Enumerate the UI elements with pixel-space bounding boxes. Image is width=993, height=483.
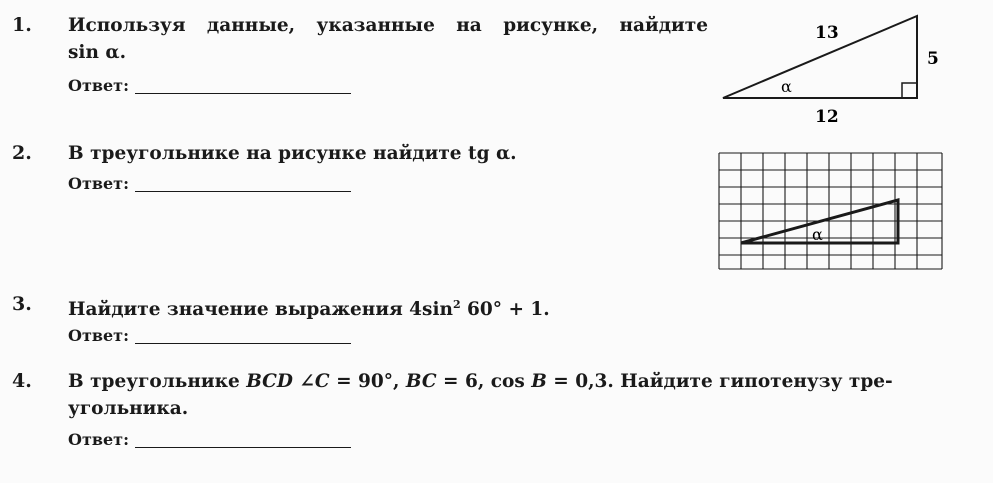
problem-4-number: 4. bbox=[12, 370, 32, 392]
problem-1-line2: sin α. bbox=[68, 42, 127, 63]
problem-2-text: В треугольнике на рисунке найдите tg α. bbox=[68, 143, 517, 164]
answer-label: Ответ: bbox=[68, 174, 129, 193]
problem-4-line1: В треугольнике BCD ∠C = 90°, BC = 6, cos B = 0,3. Найдите гипотенузу тре- bbox=[68, 371, 893, 392]
figure-right-triangle bbox=[715, 8, 955, 133]
answer-field[interactable] bbox=[135, 343, 351, 344]
answer-label: Ответ: bbox=[68, 326, 129, 345]
problem-3-exponent: 2 bbox=[452, 298, 461, 311]
hypotenuse-label: 13 bbox=[815, 23, 839, 43]
problem-1-answer bbox=[68, 76, 351, 95]
problem-3-text-suffix: 60° + 1. bbox=[460, 299, 550, 321]
problem-3-text bbox=[68, 291, 550, 323]
answer-label: Ответ: bbox=[68, 76, 129, 95]
problem-3-answer bbox=[68, 326, 351, 345]
problem-3-number: 3. bbox=[12, 293, 32, 315]
problem-1-number: 1. bbox=[12, 14, 32, 36]
problem-4-line2: угольника. bbox=[68, 398, 189, 419]
answer-label: Ответ: bbox=[68, 430, 129, 449]
angle-label: α bbox=[812, 225, 823, 244]
answer-field[interactable] bbox=[135, 191, 351, 192]
horizontal-leg-label: 12 bbox=[815, 107, 839, 127]
problem-4-answer bbox=[68, 430, 351, 449]
answer-field[interactable] bbox=[135, 93, 351, 94]
problem-3-text-prefix: Найдите значение выражения 4sin bbox=[68, 299, 453, 321]
problem-4-text bbox=[68, 368, 948, 422]
figure-grid-triangle bbox=[716, 150, 946, 272]
problem-2-answer bbox=[68, 174, 351, 193]
answer-field[interactable] bbox=[135, 447, 351, 448]
problem-1-line1: Используя данные, указанные на рисунке, найдите bbox=[68, 15, 708, 36]
vertical-leg-label: 5 bbox=[927, 49, 939, 69]
angle-label: α bbox=[781, 77, 792, 96]
problem-1-text bbox=[68, 12, 708, 66]
right-angle-mark bbox=[902, 83, 917, 98]
grid bbox=[719, 153, 942, 269]
problem-2-number: 2. bbox=[12, 142, 32, 164]
